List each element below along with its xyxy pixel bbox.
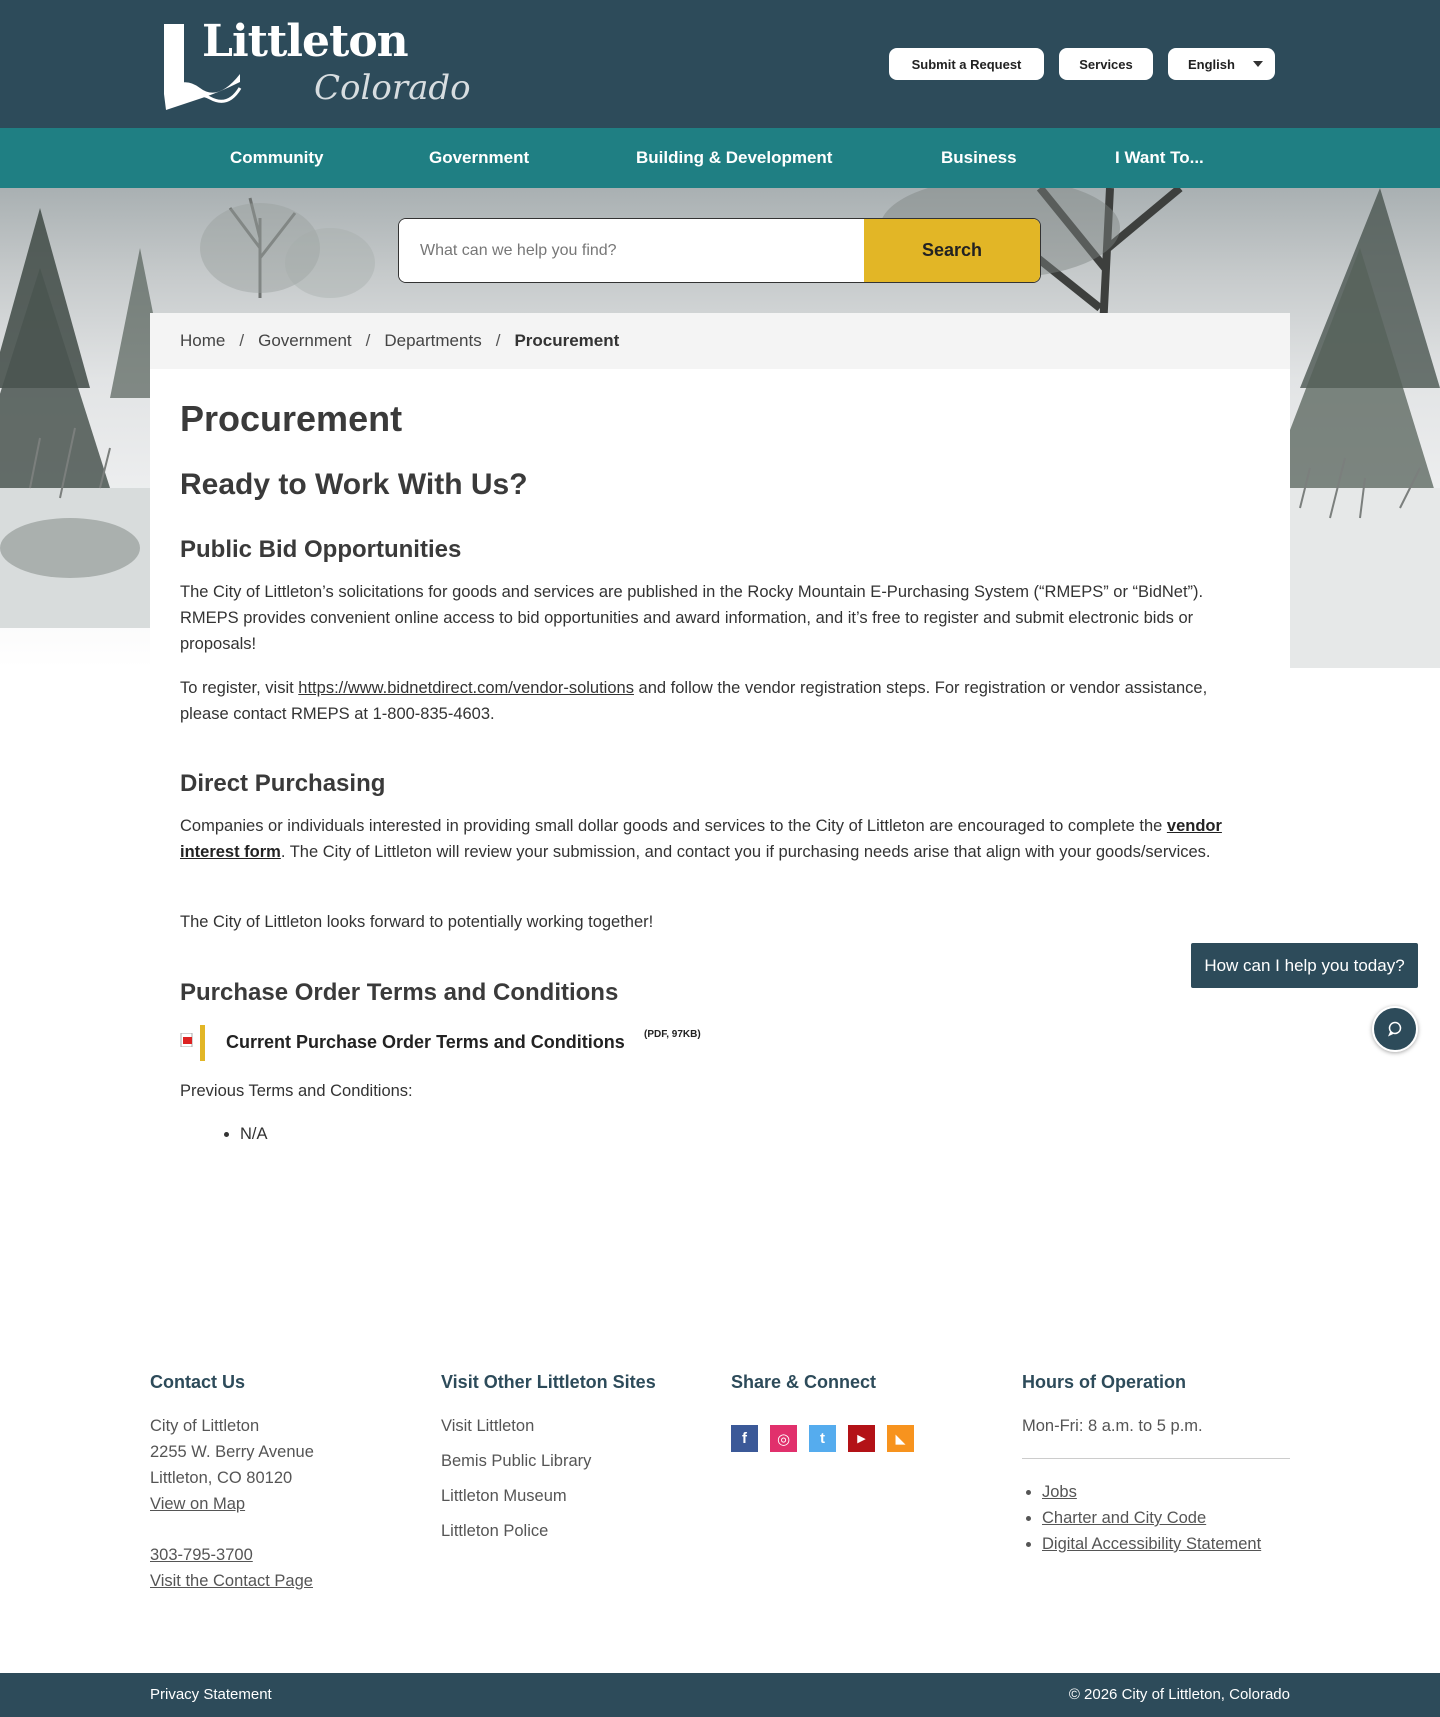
heading-public-bid: Public Bid Opportunities xyxy=(180,536,462,563)
register-text: To register, visit xyxy=(180,679,299,697)
accessibility-statement-link[interactable]: Digital Accessibility Statement xyxy=(1042,1535,1262,1553)
breadcrumb-current: Procurement xyxy=(514,331,620,350)
document-item xyxy=(180,1025,740,1061)
page-title: Procurement xyxy=(180,398,403,439)
bemis-library-link[interactable]: Bemis Public Library xyxy=(441,1452,592,1470)
footer-hours xyxy=(1022,1320,1290,1557)
heading-direct-purchasing: Direct Purchasing xyxy=(180,770,386,797)
footer-links-list xyxy=(1022,1479,1290,1557)
contact-city: Littleton, CO 80120 xyxy=(150,1469,293,1487)
chat-icon xyxy=(1386,1020,1404,1038)
list-item xyxy=(1042,1479,1290,1505)
privacy-statement-link[interactable]: Privacy Statement xyxy=(150,1686,272,1703)
nav-government[interactable]: Government xyxy=(429,148,530,167)
social-links xyxy=(731,1425,914,1452)
bidnet-link[interactable]: https://www.bidnetdirect.com/vendor-solutions xyxy=(298,679,634,697)
breadcrumb xyxy=(150,313,1290,369)
list-item xyxy=(1042,1505,1290,1531)
contact-page-link[interactable]: Visit the Contact Page xyxy=(150,1572,313,1590)
closing-paragraph: The City of Littleton looks forward to potentially working together! xyxy=(180,913,654,931)
copyright-text: © 2026 City of Littleton, Colorado xyxy=(1068,1686,1290,1703)
direct-purchasing-paragraph xyxy=(180,813,1260,865)
hours-text: Mon-Fri: 8 a.m. to 5 p.m. xyxy=(1022,1417,1203,1435)
previous-terms-list xyxy=(240,1125,268,1144)
list-item: • N/A xyxy=(240,1125,268,1144)
bottom-bar xyxy=(0,1673,1440,1717)
nav-community[interactable]: Community xyxy=(230,148,324,167)
document-file-info: (PDF, 97KB) xyxy=(644,1029,701,1040)
breadcrumb-home[interactable]: Home xyxy=(180,331,226,350)
list-item xyxy=(1042,1531,1290,1557)
view-on-map-link[interactable]: View on Map xyxy=(150,1495,246,1513)
nav-building-development[interactable]: Building & Development xyxy=(636,148,833,167)
footer-heading-hours: Hours of Operation xyxy=(1022,1372,1187,1392)
language-label: English xyxy=(1188,56,1235,72)
littleton-museum-link[interactable]: Littleton Museum xyxy=(441,1487,567,1505)
footer-heading-contact: Contact Us xyxy=(150,1372,246,1392)
previous-terms-label: Previous Terms and Conditions: xyxy=(180,1082,413,1100)
main-nav xyxy=(0,128,1440,188)
search-input[interactable] xyxy=(399,219,865,282)
chevron-down-icon xyxy=(1253,61,1263,67)
breadcrumb-government[interactable]: Government xyxy=(258,331,352,350)
section-heading-ready: Ready to Work With Us? xyxy=(180,468,528,501)
chat-open-button[interactable] xyxy=(1372,1006,1418,1052)
direct-text: Companies or individuals interested in providing small dollar goods and services to the City of Littleton are encouraged to complete the xyxy=(180,817,1167,835)
breadcrumb-separator: / xyxy=(495,331,501,350)
site-footer xyxy=(0,1320,1440,1673)
main-content xyxy=(150,313,1290,1163)
heading-purchase-order: Purchase Order Terms and Conditions xyxy=(180,979,619,1006)
charter-city-code-link[interactable]: Charter and City Code xyxy=(1042,1509,1207,1527)
breadcrumb-separator: / xyxy=(365,331,371,350)
direct-text-after: . The City of Littleton will review your submission, and contact you if purchasing needs arise that align with your goods/services. xyxy=(280,843,1211,861)
nav-business[interactable]: Business xyxy=(941,148,1017,167)
footer-heading-share: Share & Connect xyxy=(731,1372,877,1392)
site-search xyxy=(398,218,1041,283)
rss-icon[interactable]: ◣ xyxy=(887,1425,914,1452)
nav-i-want-to[interactable]: I Want To... xyxy=(1115,148,1204,167)
breadcrumb-separator: / xyxy=(239,331,245,350)
breadcrumb-departments[interactable]: Departments xyxy=(384,331,482,350)
register-paragraph xyxy=(180,675,1260,727)
language-select[interactable] xyxy=(1168,48,1275,80)
littleton-police-link[interactable]: Littleton Police xyxy=(441,1522,549,1540)
twitter-icon[interactable]: t xyxy=(809,1425,836,1452)
footer-heading-sites: Visit Other Littleton Sites xyxy=(441,1372,656,1392)
purchase-order-terms-link[interactable]: Current Purchase Order Terms and Conditions xyxy=(226,1032,625,1052)
register-text-after: and follow the vendor registration steps. For registration or vendor assistance, please contact RMEPS at 1-800-835-4603. xyxy=(180,679,1208,723)
phone-link[interactable]: 303-795-3700 xyxy=(150,1546,253,1564)
logo-wordmark: Littleton xyxy=(202,16,408,67)
youtube-icon[interactable]: ▶ xyxy=(848,1425,875,1452)
visit-littleton-link[interactable]: Visit Littleton xyxy=(441,1417,535,1435)
footer-share xyxy=(731,1320,914,1452)
instagram-icon[interactable]: ◎ xyxy=(770,1425,797,1452)
pdf-file-icon xyxy=(180,1033,194,1047)
submit-request-button[interactable]: Submit a Request xyxy=(889,48,1044,80)
public-bid-description: The City of Littleton’s solicitations for goods and services are published in the Rocky Mountain E-Purchasing System (“RMEPS” or “BidNet”). RMEPS provides convenient online access to bid opportunities and award information, and it’s free to register and submit electronic bids or proposals! xyxy=(180,583,1204,653)
jobs-link[interactable]: Jobs xyxy=(1042,1483,1077,1501)
footer-other-sites xyxy=(441,1320,656,1553)
facebook-icon[interactable]: f xyxy=(731,1425,758,1452)
logo-subtitle: Colorado xyxy=(314,68,471,108)
footer-contact xyxy=(150,1320,314,1594)
vendor-interest-form-link[interactable]: vendor interest form xyxy=(180,817,1222,861)
contact-street: 2255 W. Berry Avenue xyxy=(150,1443,314,1461)
site-logo[interactable] xyxy=(162,16,471,110)
contact-name: City of Littleton xyxy=(150,1417,260,1435)
chat-prompt[interactable]: How can I help you today? xyxy=(1191,943,1418,988)
search-button[interactable]: Search xyxy=(864,219,1040,282)
footer-divider xyxy=(1022,1458,1290,1459)
site-header xyxy=(0,0,1440,128)
services-button[interactable]: Services xyxy=(1059,48,1153,80)
document-accent-bar xyxy=(200,1025,205,1061)
